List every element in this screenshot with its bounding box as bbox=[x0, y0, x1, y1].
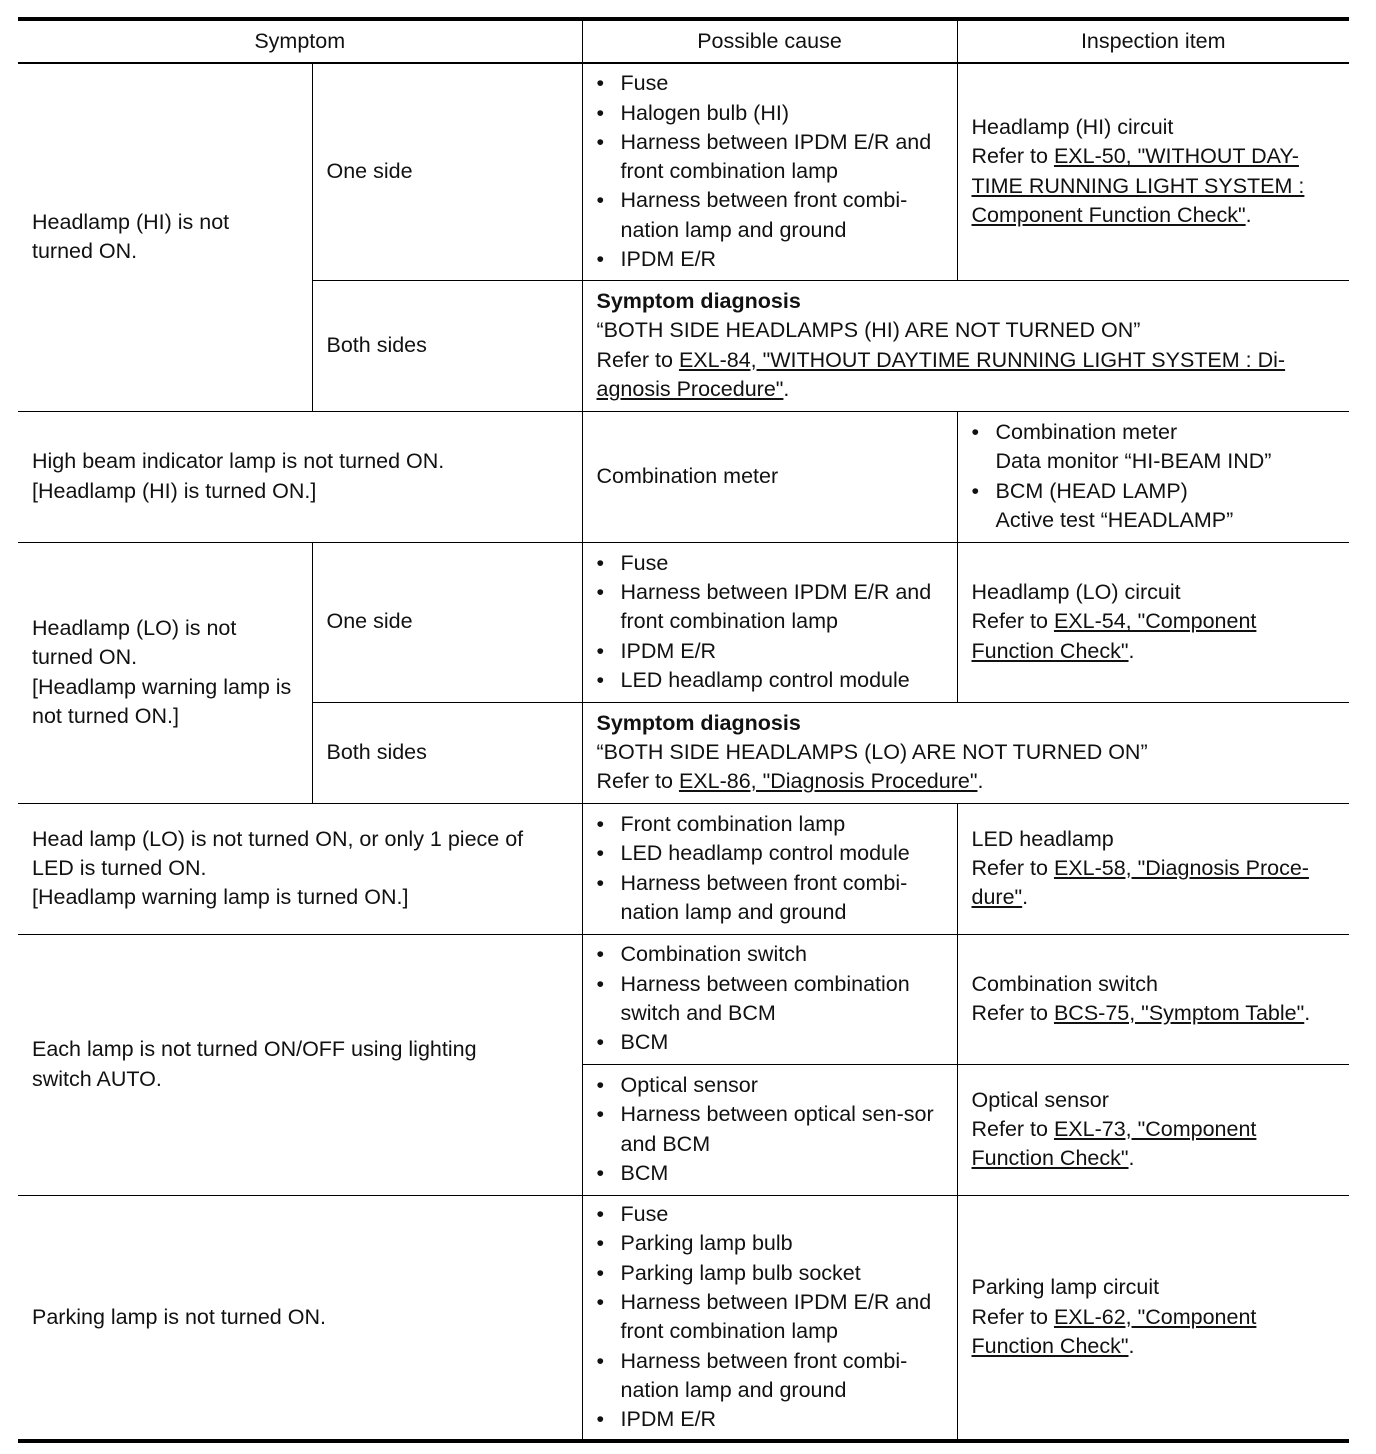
list-item: • Harness between combination switch and BCM bbox=[597, 970, 943, 1029]
list-item: • Harness between optical sen-sor and BCM bbox=[597, 1100, 943, 1159]
symptom-note: [Headlamp warning lamp is turned ON.] bbox=[32, 885, 409, 910]
inspection-cell bbox=[957, 1064, 1349, 1195]
diagnosis-cell bbox=[582, 280, 1349, 411]
list-item: • IPDM E/R bbox=[597, 1405, 943, 1434]
list-item: • Harness between front combi-nation lamp and ground bbox=[597, 186, 943, 245]
inspection-list bbox=[972, 418, 1336, 535]
reference-link[interactable]: EXL-54, "Component Function Check" bbox=[971, 609, 1257, 663]
side-cell: One side bbox=[312, 542, 582, 702]
table-row bbox=[18, 934, 1349, 1064]
diagnosis-text: “BOTH SIDE HEADLAMPS (LO) ARE NOT TURNED ON” bbox=[596, 739, 1148, 764]
diagnosis-cell bbox=[582, 702, 1349, 803]
reference-link[interactable]: EXL-62, "Component Function Check" bbox=[971, 1304, 1257, 1358]
list-item: • Fuse bbox=[597, 1200, 943, 1229]
list-item: • Harness between IPDM E/R and front combination lamp bbox=[597, 578, 943, 637]
symptom-text: Each lamp is not turned ON/OFF using lighting switch AUTO. bbox=[32, 1037, 477, 1091]
cause-cell bbox=[582, 1195, 957, 1441]
symptom-cell: Parking lamp is not turned ON. bbox=[18, 1195, 582, 1441]
refer-prefix: Refer to bbox=[596, 347, 679, 372]
reference-link[interactable]: EXL-58, "Diagnosis Proce-dure" bbox=[971, 855, 1309, 910]
symptom-note: [Headlamp warning lamp is not turned ON.] bbox=[32, 674, 292, 728]
list-item: • Parking lamp bulb socket bbox=[597, 1259, 943, 1288]
symptom-cell bbox=[18, 411, 582, 542]
reference-link[interactable]: EXL-86, "Diagnosis Procedure" bbox=[678, 769, 978, 794]
cause-cell bbox=[582, 1064, 957, 1195]
refer-suffix: . bbox=[977, 769, 984, 794]
inspection-cell bbox=[957, 1195, 1349, 1441]
diagnosis-title: Symptom diagnosis bbox=[596, 710, 801, 735]
inspection-cell bbox=[957, 63, 1349, 280]
refer-prefix: Refer to bbox=[971, 144, 1054, 169]
list-item: • BCM bbox=[597, 1159, 943, 1188]
cause-cell bbox=[582, 63, 957, 280]
inspection-detail: Data monitor “HI-BEAM IND” bbox=[995, 449, 1272, 474]
inspection-cell bbox=[957, 411, 1349, 542]
inspection-cell bbox=[957, 934, 1349, 1064]
side-cell: One side bbox=[312, 63, 582, 280]
inspection-cell bbox=[957, 542, 1349, 702]
symptom-cell bbox=[18, 542, 312, 803]
list-item: • Combination switch bbox=[597, 940, 943, 969]
side-cell: Both sides bbox=[312, 702, 582, 803]
inspection-title: Headlamp (HI) circuit bbox=[971, 115, 1174, 140]
cause-list bbox=[597, 69, 943, 274]
cause-list bbox=[597, 549, 943, 695]
cause-list bbox=[597, 940, 943, 1057]
inspection-title: • Combination meter bbox=[995, 419, 1178, 444]
reference-link[interactable]: EXL-73, "Component Function Check" bbox=[971, 1116, 1257, 1171]
list-item: • Harness between front combi-nation lamp and ground bbox=[597, 1347, 943, 1406]
list-item: • Optical sensor bbox=[597, 1071, 943, 1100]
refer-suffix: . bbox=[1304, 1001, 1311, 1025]
symptom-text: Headlamp (HI) is not turned ON. bbox=[32, 209, 230, 264]
symptom-table bbox=[18, 17, 1349, 1443]
cause-cell bbox=[582, 542, 957, 702]
header-row bbox=[18, 19, 1349, 63]
list-item: • Fuse bbox=[597, 549, 943, 578]
list-item: • LED headlamp control module bbox=[597, 666, 943, 695]
refer-suffix: . bbox=[1128, 638, 1135, 663]
table-row bbox=[18, 542, 1349, 702]
list-item: • IPDM E/R bbox=[597, 637, 943, 666]
symptom-text: Head lamp (LO) is not turned ON, or only 1 piece of LED is turned ON. bbox=[32, 826, 524, 880]
cause-cell bbox=[582, 934, 957, 1064]
cause-list bbox=[597, 1200, 943, 1434]
reference-link[interactable]: EXL-84, "WITHOUT DAYTIME RUNNING LIGHT SYSTEM : Di-agnosis Procedure" bbox=[596, 347, 1286, 401]
refer-suffix: . bbox=[1022, 885, 1029, 910]
cause-cell bbox=[582, 803, 957, 934]
header-symptom: Symptom bbox=[18, 19, 582, 63]
diagnosis-text: “BOTH SIDE HEADLAMPS (HI) ARE NOT TURNED ON” bbox=[596, 318, 1141, 343]
reference-link[interactable]: EXL-50, "WITHOUT DAY-TIME RUNNING LIGHT SYSTEM : Component Function Check" bbox=[971, 144, 1305, 228]
table-row bbox=[18, 63, 1349, 280]
symptom-cell bbox=[18, 63, 312, 411]
table-row bbox=[18, 411, 1349, 542]
inspection-title: LED headlamp bbox=[971, 826, 1114, 851]
refer-prefix: Refer to bbox=[971, 1304, 1054, 1329]
list-item: • BCM bbox=[597, 1028, 943, 1057]
refer-suffix: . bbox=[783, 376, 790, 401]
inspection-title: Parking lamp circuit bbox=[971, 1275, 1160, 1300]
refer-suffix: . bbox=[1245, 203, 1252, 228]
refer-prefix: Refer to bbox=[971, 855, 1054, 880]
symptom-note: [Headlamp (HI) is turned ON.] bbox=[32, 478, 317, 503]
inspection-title: • BCM (HEAD LAMP) bbox=[995, 478, 1188, 503]
list-item bbox=[972, 477, 1336, 536]
refer-prefix: Refer to bbox=[971, 1001, 1054, 1025]
header-inspection-item: Inspection item bbox=[957, 19, 1349, 63]
side-cell: Both sides bbox=[312, 280, 582, 411]
list-item: • LED headlamp control module bbox=[597, 839, 943, 868]
inspection-title: Headlamp (LO) circuit bbox=[971, 580, 1181, 605]
refer-prefix: Refer to bbox=[971, 609, 1054, 634]
list-item: • Harness between IPDM E/R and front combination lamp bbox=[597, 128, 943, 187]
refer-prefix: Refer to bbox=[596, 769, 679, 794]
inspection-detail: Active test “HEADLAMP” bbox=[995, 507, 1234, 532]
symptom-text: Headlamp (LO) is not turned ON. bbox=[32, 615, 237, 670]
reference-link[interactable]: BCS-75, "Symptom Table" bbox=[1053, 1001, 1305, 1025]
header-possible-cause: Possible cause bbox=[582, 19, 957, 63]
table-row bbox=[18, 1195, 1349, 1441]
refer-suffix: . bbox=[1128, 1146, 1135, 1171]
symptom-cell bbox=[18, 803, 582, 934]
symptom-cell bbox=[18, 934, 582, 1195]
diagnosis-title: Symptom diagnosis bbox=[596, 288, 801, 313]
list-item: • IPDM E/R bbox=[597, 245, 943, 274]
cause-list bbox=[597, 1071, 943, 1188]
table-row bbox=[18, 803, 1349, 934]
inspection-title: Optical sensor bbox=[971, 1087, 1109, 1112]
refer-prefix: Refer to bbox=[971, 1116, 1054, 1141]
list-item bbox=[972, 418, 1336, 477]
list-item: • Front combination lamp bbox=[597, 810, 943, 839]
refer-suffix: . bbox=[1128, 1333, 1135, 1358]
list-item: • Fuse bbox=[597, 69, 943, 98]
cause-cell: Combination meter bbox=[582, 411, 957, 542]
inspection-cell bbox=[957, 803, 1349, 934]
list-item: • Parking lamp bulb bbox=[597, 1229, 943, 1258]
symptom-text: High beam indicator lamp is not turned ON. bbox=[32, 449, 445, 474]
list-item: • Halogen bulb (HI) bbox=[597, 99, 943, 128]
cause-list bbox=[597, 810, 943, 927]
list-item: • Harness between IPDM E/R and front combination lamp bbox=[597, 1288, 943, 1347]
list-item: • Harness between front combi-nation lamp and ground bbox=[597, 869, 943, 928]
inspection-title: Combination switch bbox=[971, 971, 1158, 996]
